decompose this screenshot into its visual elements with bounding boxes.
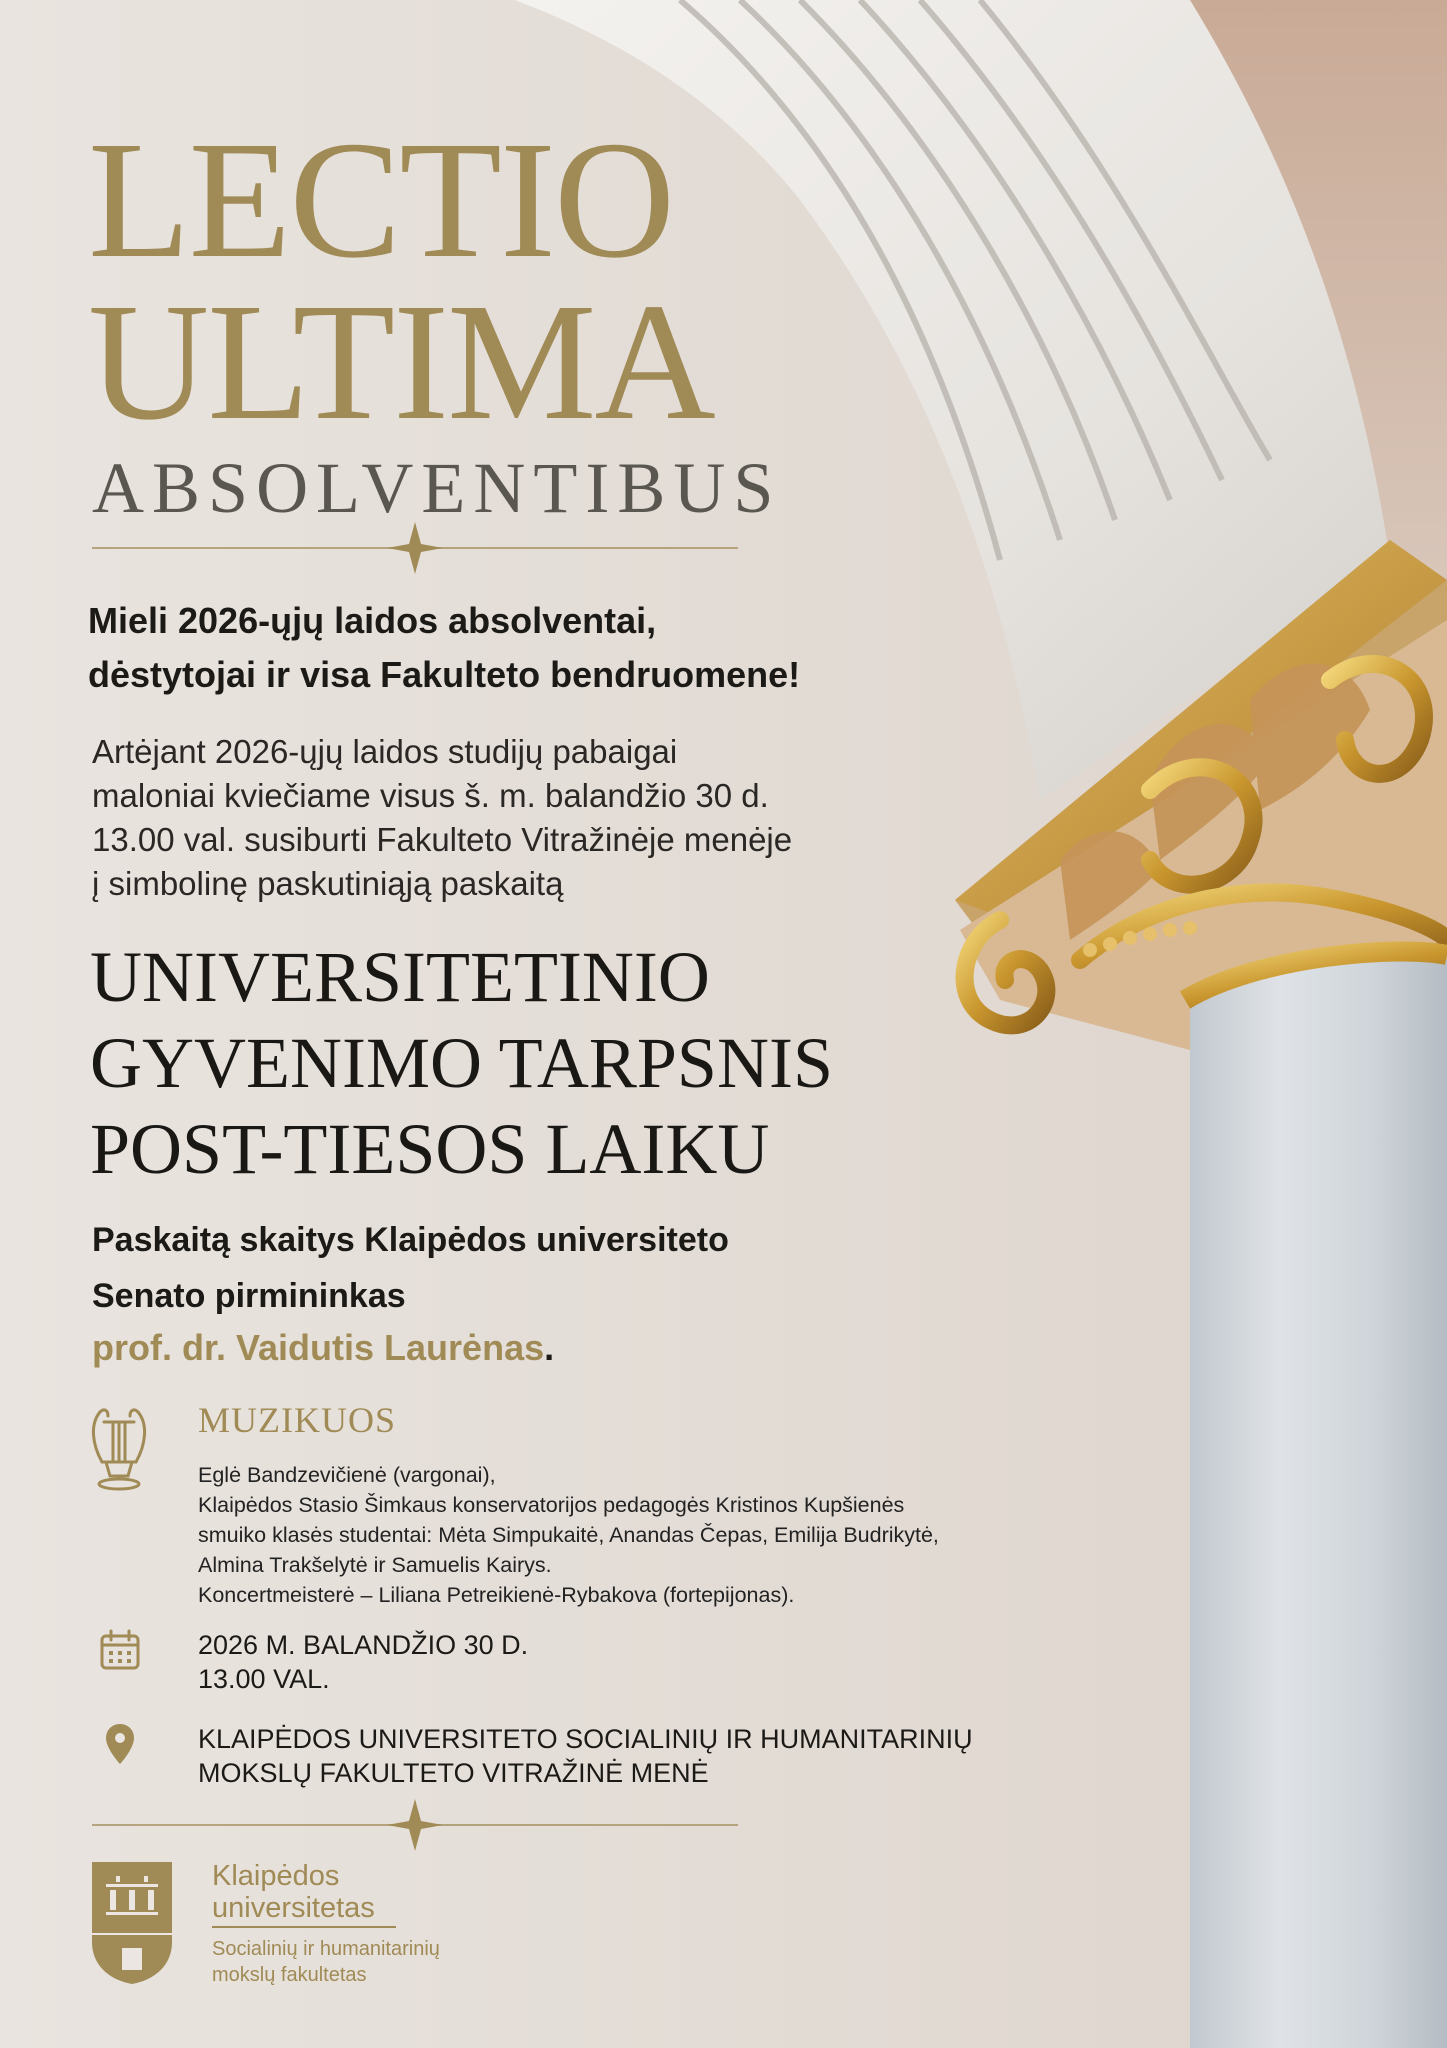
lecture-title	[90, 934, 990, 1192]
university-name	[212, 1860, 375, 1924]
greeting-line: dėstytojai ir visa Fakulteto bendruomene!	[88, 654, 801, 695]
event-date	[198, 1628, 528, 1696]
faculty-name-line: mokslų fakultetas	[212, 1964, 367, 1986]
venue-line: MOKSLŲ FAKULTETO VITRAŽINĖ MENĖ	[198, 1758, 709, 1788]
time-line: 13.00 VAL.	[198, 1664, 330, 1694]
speaker-intro-line: Senato pirmininkas	[92, 1277, 406, 1315]
greeting-line: Mieli 2026-ųjų laidos absolventai,	[88, 600, 657, 641]
intro-paragraph	[92, 730, 972, 906]
intro-line: 13.00 val. susiburti Fakulteto Vitražinėje menėje	[92, 821, 793, 858]
music-heading: MUZIKUOS	[198, 1400, 397, 1440]
poster-subtitle: ABSOLVENTIBUS	[92, 448, 782, 528]
musicians-line: smuiko klasės studentai: Mėta Simpukaitė, Anandas Čepas, Emilija Budrikytė,	[198, 1523, 939, 1547]
musicians-line: Eglė Bandzevičienė (vargonai),	[198, 1463, 496, 1487]
university-name-line: Klaipėdos	[212, 1860, 340, 1892]
lyre-icon	[86, 1404, 152, 1494]
musicians-line: Almina Trakšelytė ir Samuelis Kairys.	[198, 1553, 552, 1577]
speaker-name-text: prof. dr. Vaidutis Laurėnas	[92, 1327, 545, 1368]
faculty-name-line: Socialinių ir humanitarinių	[212, 1938, 440, 1960]
faculty-name	[212, 1936, 440, 1988]
poster-title-line2: ULTIMA	[88, 269, 714, 455]
venue-line: KLAIPĖDOS UNIVERSITETO SOCIALINIŲ IR HUMANITARINIŲ	[198, 1724, 973, 1754]
calendar-icon	[98, 1628, 142, 1672]
speaker-name	[92, 1320, 554, 1376]
musicians-list	[198, 1460, 1098, 1610]
lecture-title-line: UNIVERSITETINIO	[90, 937, 710, 1017]
speaker-intro	[92, 1212, 992, 1324]
lecture-title-line: POST-TIESOS LAIKU	[90, 1109, 770, 1189]
location-pin-icon	[104, 1722, 136, 1766]
greeting	[88, 594, 988, 702]
university-name-line: universitetas	[212, 1892, 375, 1924]
university-shield-icon	[92, 1862, 172, 1984]
speaker-intro-line: Paskaitą skaitys Klaipėdos universiteto	[92, 1221, 729, 1259]
speaker-name-dot: .	[544, 1327, 555, 1368]
logo-divider	[212, 1926, 396, 1928]
musicians-line: Klaipėdos Stasio Šimkaus konservatorijos pedagogės Kristinos Kupšienės	[198, 1493, 905, 1517]
intro-line: Artėjant 2026-ųjų laidos studijų pabaigai	[92, 733, 678, 770]
poster-title-line1: LECTIO	[88, 107, 674, 293]
event-venue	[198, 1722, 973, 1790]
musicians-line: Koncertmeisterė – Liliana Petreikienė-Rybakova (fortepijonas).	[198, 1583, 795, 1607]
lecture-title-line: GYVENIMO TARPSNIS	[90, 1023, 833, 1103]
intro-line: maloniai kviečiame visus š. m. balandžio 30 d.	[92, 777, 769, 814]
intro-line: į simbolinę paskutiniąją paskaitą	[92, 865, 564, 902]
date-line: 2026 M. BALANDŽIO 30 D.	[198, 1630, 529, 1660]
